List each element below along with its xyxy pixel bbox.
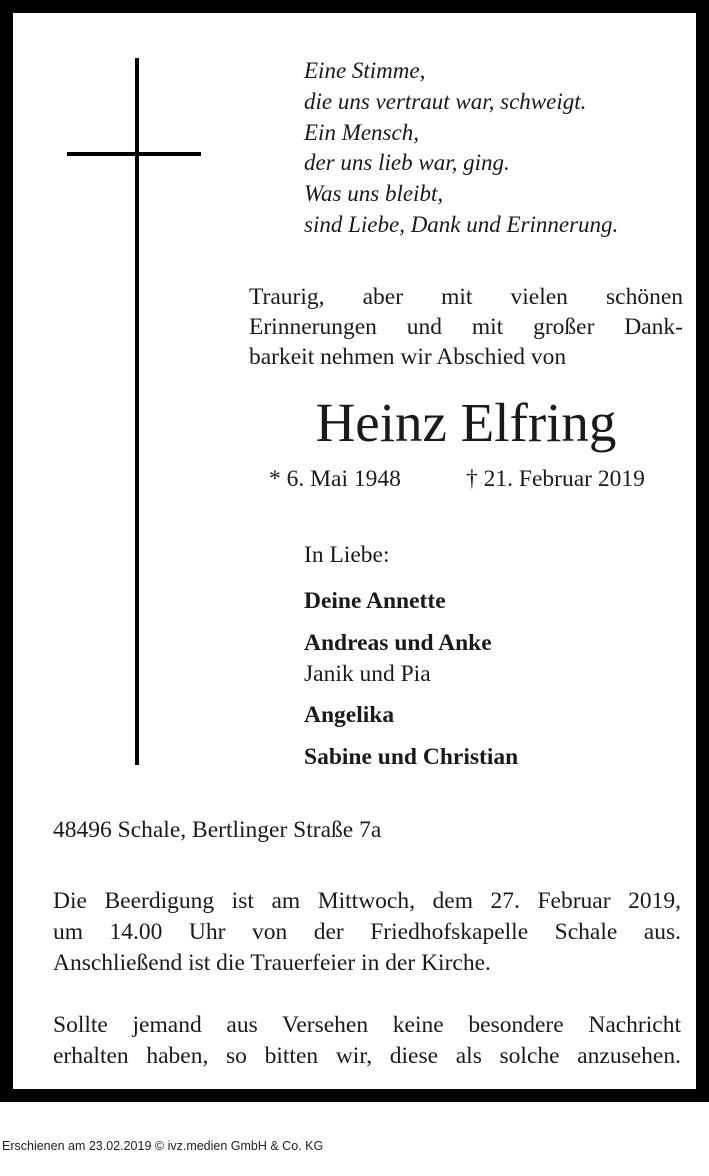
poem bbox=[304, 56, 704, 241]
poem-line: die uns vertraut war, schweigt. bbox=[304, 88, 587, 114]
notice-paragraph bbox=[53, 1010, 681, 1072]
poem-line: Ein Mensch, bbox=[304, 119, 419, 145]
family-member: Andreas und Anke bbox=[304, 630, 492, 656]
intro-line: barkeit nehmen wir Abschied von bbox=[249, 344, 567, 370]
intro-line: Traurig, aber mit vielen schönen bbox=[249, 284, 683, 310]
cross-icon-horizontal bbox=[67, 152, 201, 156]
birth-date: * 6. Mai 1948 bbox=[269, 466, 401, 492]
poem-line: der uns lieb war, ging. bbox=[304, 150, 510, 176]
intro-text bbox=[249, 282, 683, 372]
notice-line: Sollte jemand aus Versehen keine besondere Nachricht bbox=[53, 1012, 681, 1038]
family-member: Deine Annette bbox=[304, 588, 446, 614]
publication-footer: Erschienen am 23.02.2019 © ivz.medien GmbH & Co. KG bbox=[2, 1139, 324, 1153]
family-member: Angelika bbox=[304, 702, 395, 728]
funeral-line: um 14.00 Uhr von der Friedhofskapelle Schale aus. bbox=[53, 919, 681, 945]
funeral-line: Anschließend ist die Trauerfeier in der Kirche. bbox=[53, 950, 491, 976]
notice-line: erhalten haben, so bitten wir, diese als solche anzusehen. bbox=[53, 1043, 681, 1069]
address: 48496 Schale, Bertlinger Straße 7a bbox=[53, 817, 382, 843]
family-member: Janik und Pia bbox=[304, 661, 431, 687]
family-member: Sabine und Christian bbox=[304, 744, 519, 770]
poem-line: sind Liebe, Dank und Erinnerung. bbox=[304, 211, 619, 237]
poem-line: Was uns bleibt, bbox=[304, 181, 444, 207]
intro-line: Erinnerungen und mit großer Dank- bbox=[249, 314, 683, 340]
cross-icon-vertical bbox=[135, 58, 139, 765]
funeral-paragraph bbox=[53, 886, 681, 979]
deceased-name: Heinz Elfring bbox=[315, 392, 617, 453]
poem-line: Eine Stimme, bbox=[304, 58, 426, 83]
death-date: † 21. Februar 2019 bbox=[466, 466, 645, 492]
funeral-line: Die Beerdigung ist am Mittwoch, dem 27. Februar 2019, bbox=[53, 888, 681, 914]
family-heading: In Liebe: bbox=[304, 542, 390, 568]
